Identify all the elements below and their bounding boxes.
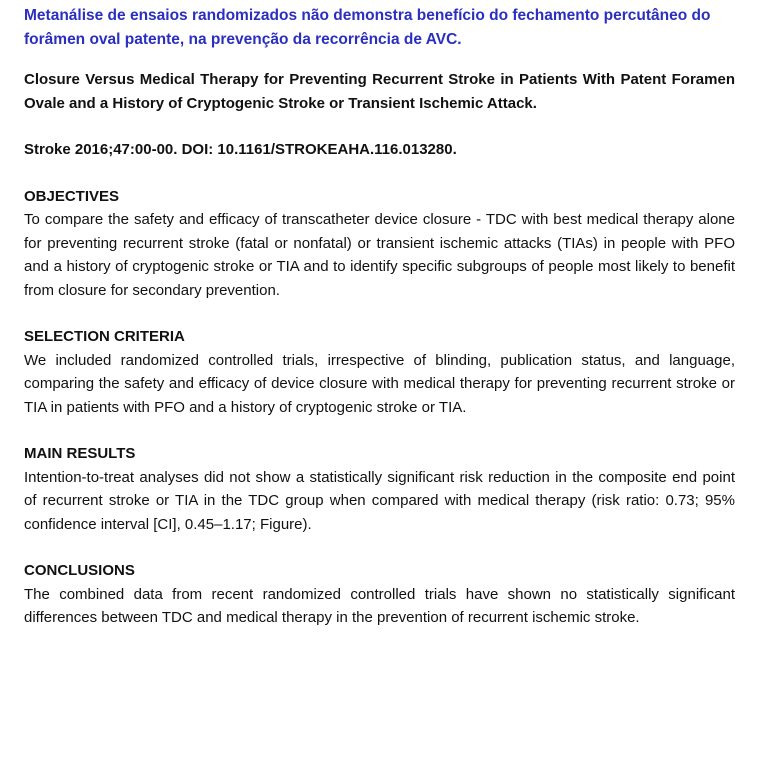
section-body: Intention-to-treat analyses did not show a statistically significant risk reduction in the composite end point of recurrent stroke or TIA in the TDC group when compared with medical therapy (risk ratio: 0.73; 95% confidence interval [CI], 0.45–1.17; Figure). [24,468,735,533]
section-objectives [24,185,735,303]
headline: Metanálise de ensaios randomizados não demonstra benefício do fechamento percutâneo do forâmen oval patente, na prevenção da recorrência de AVC. [24,7,711,48]
section-heading: SELECTION CRITERIA [24,328,185,345]
section-main-results [24,442,735,536]
section-heading: OBJECTIVES [24,187,120,205]
section-heading: CONCLUSIONS [24,562,135,579]
article-title: Closure Versus Medical Therapy for Preventing Recurrent Stroke in Patients With Patent Foramen Ovale and a History of Cryptogenic Stroke or Transient Ischemic Attack. [24,71,735,112]
section-selection-criteria [24,325,735,419]
citation: Stroke 2016;47:00-00. DOI: 10.1161/STROKEAHA.116.013280. [24,141,457,158]
section-heading: MAIN RESULTS [24,445,136,462]
section-body: The combined data from recent randomized controlled trials have shown no statistically significant differences between TDC and medical therapy in the prevention of recurrent ischemic stroke. [24,585,735,626]
section-body: We included randomized controlled trials, irrespective of blinding, publication status, and language, comparing the safety and efficacy of device closure with medical therapy for preventing recurrent stroke or TIA in patients with PFO and a history of cryptogenic stroke or TIA. [24,351,735,416]
section-conclusions [24,559,735,630]
section-body: To compare the safety and efficacy of transcatheter device closure - TDC with best medical therapy alone for preventing recurrent stroke (fatal or nonfatal) or transient ischemic attacks (TIAs) in people with PFO and a history of cryptogenic stroke or TIA and to identify specific subgroups of people most likely to benefit from closure for secondary prevention. [24,211,735,299]
